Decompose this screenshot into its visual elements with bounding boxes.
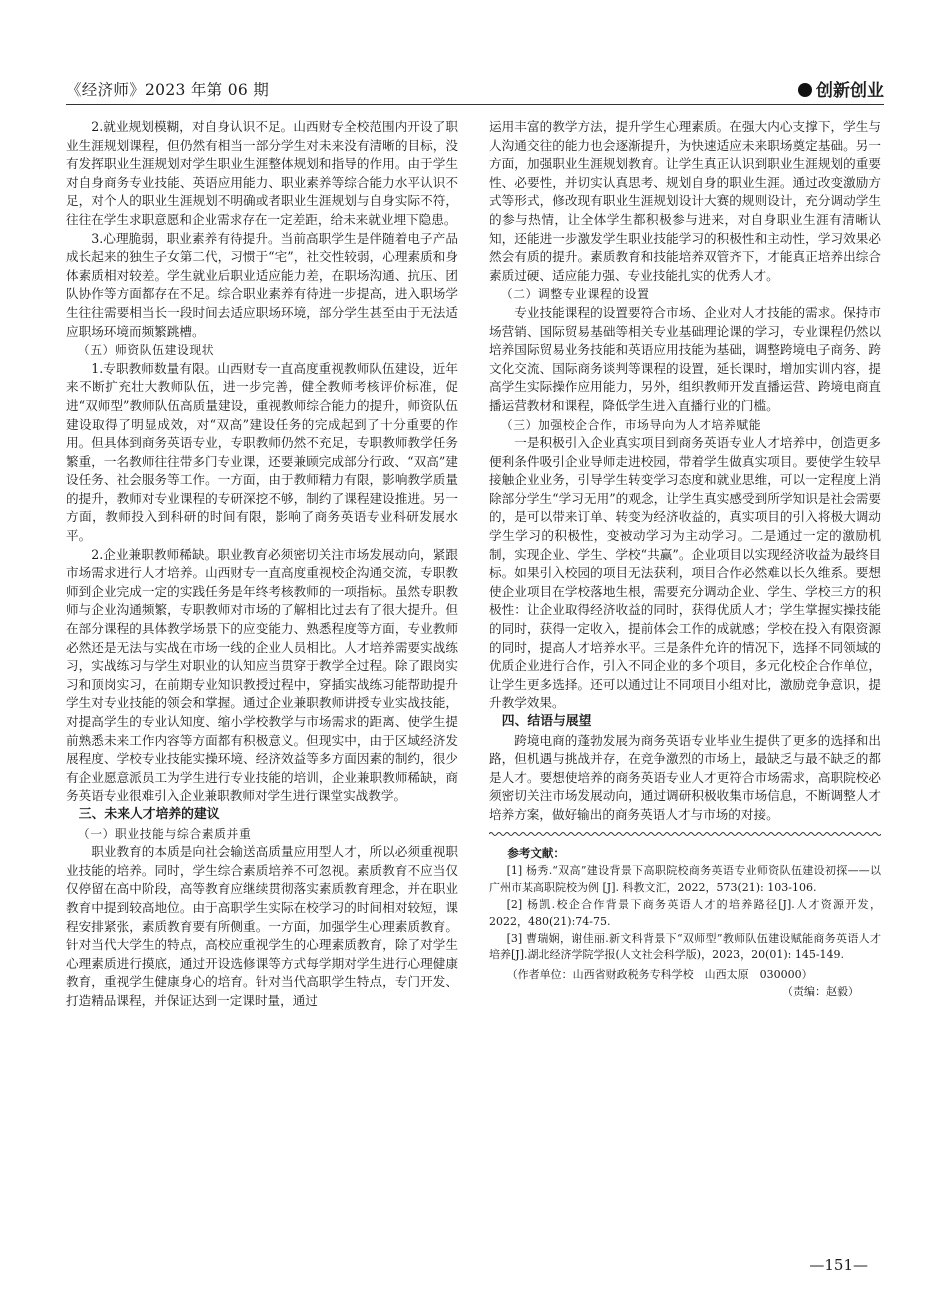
paragraph: 1.专职教师数量有限。山西财专一直高度重视教师队伍建设，近年来不断扩充壮大教师队伍，进一步完善，健全教师考核评价标准，促进“双师型”教师队伍高质量建设，重视教师综合能力的提升，师资队伍建设取得了明显成效，对“双高”建设任务的完成起到了十分重要的作用。但具体到商务英语专业，专职教师仍然不充足，专职教师教学任务繁重，一名教师往往带多门专业课，还要兼顾完成部分行政、“双高”建设任务、社会服务等工作。一方面，由于教师精力有限，影响教学质量的提升，教师对专业课程的专研深挖不够，制约了课程建设推进。另一方面，教师投入到科研的时间有限，影响了商务英语专业科研发展水平。	[66, 360, 458, 544]
section-title	[798, 76, 884, 101]
bullet-dot-icon	[798, 83, 812, 97]
reference-item-1: [1] 杨秀.“双高”建设背景下高职院校商务英语专业师资队伍建设初探——以广州市某高职院校为例 [J]. 科教文汇，2022，573(21): 103-106.	[489, 864, 881, 895]
paragraph: 2.企业兼职教师稀缺。职业教育必须密切关注市场发展动向，紧跟市场需求进行人才培养。山西财专一直高度重视校企沟通交流，专职教师到企业完成一定的实践任务是年终考核教师的一项指标。虽然专职教师与企业沟通频繁，专职教师对市场的了解相比过去有了很大提升。但在部分课程的具体教学场景下的应变能力、熟悉程度等方面，专业教师必然还是无法与实战在市场一线的企业人员相比。人才培养需要实战练习，实战练习与学生对职业的认知应当贯穿于教学全过程。除了跟岗实习和顶岗实习，在前期专业知识教授过程中，穿插实战练习能帮助提升学生对专业技能的领会和掌握。通过企业兼职教师讲授专业实战技能，对提高学生的专业认知度、缩小学校教学与市场需求的距离、使学生提前熟悉未来工作内容等方面都有积极意义。但现实中，由于区域经济发展程度、学校专业技能实操环境、经济效益等多方面因素的制约，很少有企业愿意派员工为学生进行专业技能的培训，企业兼职教师稀缺，商务英语专业很难引入企业兼职教师对学生进行课堂实战教学。	[66, 546, 458, 804]
subsection-heading: （五）师资队伍建设现状	[77, 343, 215, 358]
subsection-heading: （一）职业技能与综合素质并重	[77, 826, 252, 841]
header-divider	[66, 104, 884, 105]
editor-note: （责编：赵毅）	[782, 985, 859, 999]
section-title-text: 创新创业	[816, 81, 884, 101]
references-title: 参考文献：	[507, 845, 565, 860]
section-heading: 三、未来人才培养的建议	[78, 806, 220, 822]
left-column	[66, 118, 458, 1011]
paragraph: 跨境电商的蓬勃发展为商务英语专业毕业生提供了更多的选择和出路，但机遇与挑战并存，在竞争激烈的市场上，最缺乏与最不缺乏的都是人才。要想使培养的商务英语专业人才更符合市场需求，高职院校必须密切关注市场发展动向，通过调研积极收集市场信息，不断调整人才培养方案，做好输出的商务英语人才与市场的对接。	[489, 732, 881, 822]
author-affiliation: （作者单位：山西省财政税务专科学校 山西太原 030000）	[506, 968, 813, 982]
page-number: —151—	[809, 1256, 868, 1274]
reference-item-2: [2] 杨凯.校企合作背景下商务英语人才的培养路径[J].人才资源开发，2022，480(21):74-75.	[489, 897, 881, 928]
right-column-body	[489, 118, 881, 825]
paragraph: 运用丰富的教学方法，提升学生心理素质。在强大内心支撑下，学生与人沟通交往的能力也会逐渐提升，为快速适应未来职场奠定基础。另一方面，加强职业生涯规划教育。让学生真正认识到职业生涯规划的重要性、必要性，并切实认真思考、规划自身的职业生涯。通过改变激励方式等形式，修改现有职业生涯规划设计大赛的规则设计，充分调动学生的参与热情，让全体学生都积极参与进来，对自身职业生涯有清晰认知，还能进一步激发学生职业技能学习的积极性和主动性，学习效果必然会有质的提升。素质教育和技能培养双管齐下，才能真正培养出综合素质过硬、适应能力强、专业技能扎实的优秀人才。	[489, 119, 881, 283]
subsection-heading: （二）调整专业课程的设置	[500, 287, 650, 302]
right-column	[489, 118, 881, 1000]
wavy-divider	[489, 831, 881, 837]
references	[489, 845, 881, 1001]
paragraph: 专业技能课程的设置要符合市场、企业对人才技能的需求。保持市场营销、国际贸易基础等相关专业基础理论课的学习，专业课程仍然以培养国际贸易业务技能和英语应用技能为基础，调整跨境电子商务、跨文化交流、国际商务谈判等课程的设置，延长课时，增加实训内容，提高学生实际操作应用能力，另外，组织教师开发直播运营、跨境电商直播运营教材和课程，降低学生进入直播行业的门槛。	[489, 304, 881, 413]
journal-issue: 《经济师》2023 年第 06 期	[66, 81, 270, 99]
reference-item-3: [3] 曹瑞娴，谢佳丽.新文科背景下“双师型”教师队伍建设赋能商务英语人才培养[J].湖北经济学院学报(人文社会科学版)，2023，20(01): 145-149.	[489, 931, 881, 962]
subsection-heading: （三）加强校企合作，市场导向为人才培养赋能	[500, 417, 762, 432]
paragraph: 2.就业规划模糊，对自身认识不足。山西财专全校范围内开设了职业生涯规划课程，但仍然有相当一部分学生对未来没有清晰的目标，没有发挥职业生涯规划对学生职业生涯整体规划和指导的作用。由于学生对自身商务专业技能、英语应用能力、职业素养等综合能力水平认识不足，对个人的职业生涯规划不明确或者职业生涯规划与自身实际不符，往往在学生求职意愿和企业需求存在一定差距，给未来就业埋下隐患。	[66, 119, 458, 227]
section-heading: 四、结语与展望	[501, 714, 592, 729]
paragraph: 职业教育的本质是向社会输送高质量应用型人才，所以必须重视职业技能的培养。同时，学生综合素质培养不可忽视。素质教育不应当仅仅停留在高中阶段，高等教育应继续贯彻落实素质教育理念，并在职业教育中提到较高地位。由于高职学生实际在校学习的时间相对较短，课程安排紧张，素质教育要有所侧重。一方面，加强学生心理素质教育。针对当代大学生的特点，高校应重视学生的心理素质教育，除了对学生心理素质进行摸底，通过开设选修课等方式每学期对学生进行心理健康教育，重视学生健康身心的培育。针对当代高职学生特点，专门开发、打造精品课程，并保证达到一定课时量，通过	[66, 844, 458, 1008]
paragraph: 一是积极引入企业真实项目到商务英语专业人才培养中，创造更多便利条件吸引企业导师走进校园，带着学生做真实项目。要使学生较早接触企业业务，引导学生转变学习态度和就业思维，可以一定程度上消除部分学生“学习无用”的观念，让学生真实感受到所学知识是社会需要的，是可以带来订单、转变为经济收益的，真实项目的引入将极大调动学生学习的积极性，变被动学习为主动学习。二是通过一定的激励机制，实现企业、学生、学校“共赢”。企业项目以实现经济收益为最终目标。如果引入校园的项目无法获利，项目合作必然难以长久维系。要想使企业项目在学校落地生根，需要充分调动企业、学生、学校三方的积极性：让企业取得经济收益的同时，获得优质人才；学生掌握实操技能的同时，获得一定收入，提前体会工作的成就感；学校在投入有限资源的同时，提高人才培养水平。三是条件允许的情况下，选择不同领域的优质企业进行合作，引入不同企业的多个项目，多元化校企合作单位，让学生更多选择。还可以通过让不同项目小组对比，激励竞争意识，提升教学效果。	[489, 435, 881, 711]
paragraph: 3.心理脆弱，职业素养有待提升。当前高职学生是伴随着电子产品成长起来的独生子女第二代，习惯于“宅”，社交性较弱，心理素质和身体素质相对较差。学生就业后职业适应能力差，在职场沟通、抗压、团队协作等方面都存在不足。综合职业素养有待进一步提高，进入职场学生往往需要相当长一段时间去适应职场环境，部分学生甚至由于无法适应职场环境而频繁跳槽。	[66, 230, 458, 339]
